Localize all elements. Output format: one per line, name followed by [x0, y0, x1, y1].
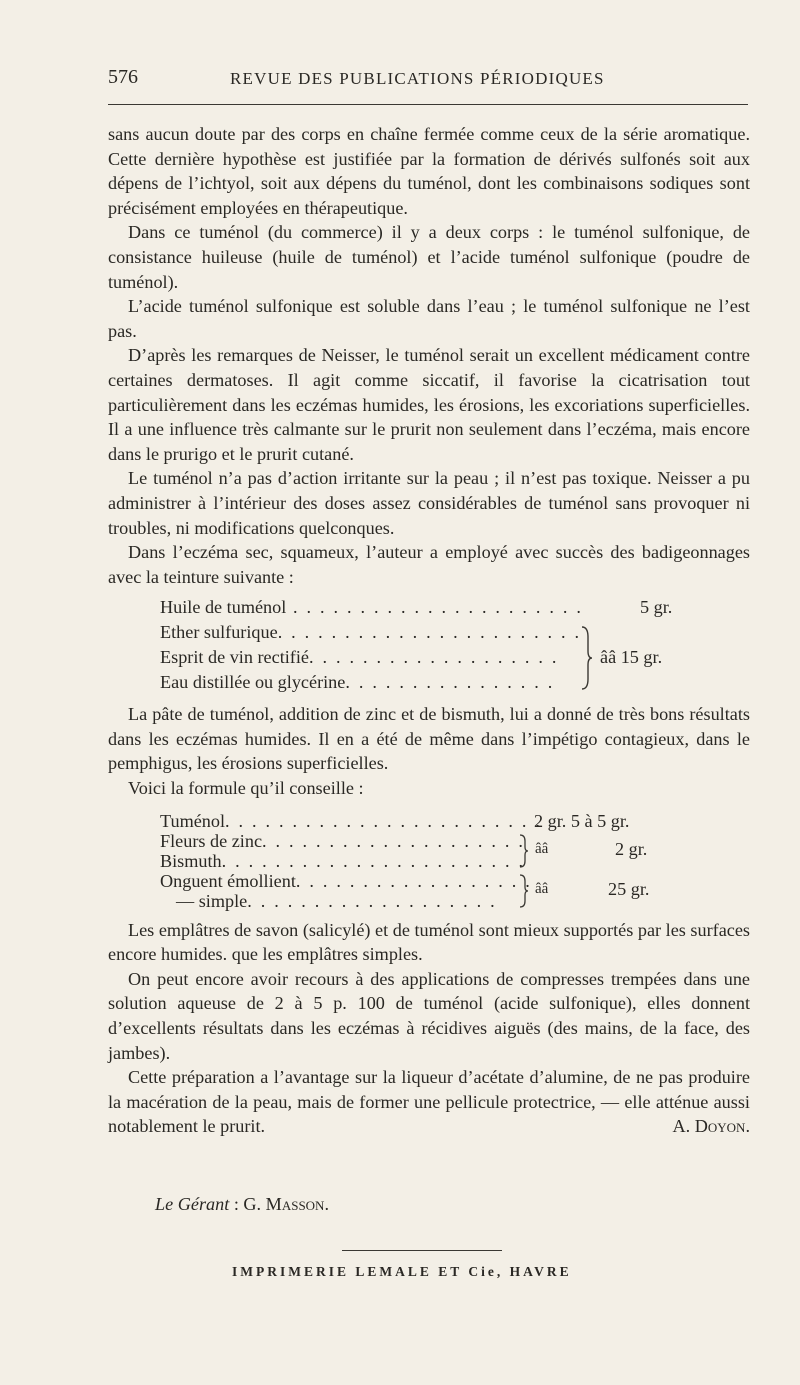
gerant-separator: :	[229, 1194, 244, 1214]
formula-line	[160, 670, 555, 695]
page-number: 576	[108, 66, 138, 88]
paragraph-11-text: Cette préparation a l’avantage sur la liqueur d’acétate d’alumine, de ne pas produire la macération de la peau, mais de former une pellicule protectrice, — elle atténue aussi notablement le prurit.	[108, 1067, 750, 1137]
page-header	[108, 66, 748, 96]
ingredient-name: Fleurs de zinc	[160, 830, 263, 851]
leader-dots: . . . . . . . . . . . . . . . . . .	[295, 870, 533, 891]
aa-label: ââ	[535, 880, 549, 897]
dose-value: 25 gr.	[608, 878, 650, 899]
ingredient-name: Esprit de vin rectifié	[160, 647, 309, 668]
leader-dots: . . . . . . . . . . . . . . . .	[345, 672, 555, 693]
formula-line	[160, 620, 581, 645]
ingredient-name: Tuménol	[160, 810, 226, 831]
paragraph-3: L’acide tuménol sulfonique est soluble dans l’eau ; le tuménol sulfonique ne l’est pas.	[108, 296, 750, 341]
header-rule	[108, 104, 748, 105]
formula-teinture	[160, 595, 680, 694]
right-brace-icon	[518, 873, 530, 909]
paragraph-1: sans aucun doute par des corps en chaîne fermée comme ceux de la série aromatique. Cette dernière hypothèse est justifiée par la formation de dérivés sulfonés soit aux dépens de l’ichtyol, soit aux dépens du tuménol, dont les combinaisons sodiques sont précisément employées en thérapeutique.	[108, 124, 750, 218]
dose-value: ââ 15 gr.	[600, 647, 663, 668]
formula-line	[176, 889, 497, 914]
paragraph-8: Voici la formule qu’il conseille :	[128, 778, 364, 799]
gerant-line	[155, 1194, 329, 1215]
paragraph-11	[108, 1065, 750, 1139]
printer-imprint: IMPRIMERIE LEMALE ET Cie, HAVRE	[232, 1264, 572, 1279]
dose-value: 2 gr.	[615, 838, 648, 859]
aa-label: ââ	[535, 840, 549, 857]
ingredient-name: Eau distillée ou glycérine	[160, 672, 346, 693]
author-signoff: A. Doyon.	[672, 1116, 750, 1137]
dose-value: 5 gr.	[640, 597, 673, 618]
right-brace-icon	[518, 833, 530, 869]
leader-dots: . . . . . . . . . . . . . . . . . . .	[308, 647, 559, 668]
ingredient-name: Ether sulfurique	[160, 622, 278, 643]
right-brace-icon	[580, 625, 594, 691]
paragraph-9: Les emplâtres de savon (salicylé) et de tuménol sont mieux supportés par les surfaces encore humides. que les emplâtres simples.	[108, 919, 750, 965]
formula-line	[160, 645, 559, 670]
paragraph-7: La pâte de tuménol, addition de zinc et de bismuth, lui a donné de très bons résultats dans les eczémas humides. Il en a été de même dans l’impétigo contagieux, dans le pemphigus, les érosions superficielles.	[108, 704, 750, 774]
article-body	[108, 122, 750, 1139]
dose-value: 2 gr. 5 à 5 gr.	[534, 810, 630, 831]
ingredient-name: Huile de tuménol	[160, 597, 287, 618]
gerant-label: Le Gérant	[155, 1194, 230, 1214]
leader-dots: . . . . . . . . . . . . . . . . . . . .	[262, 830, 526, 851]
ingredient-name: Onguent émollient	[160, 870, 296, 891]
ingredient-name: — simple	[176, 890, 248, 911]
paragraph-6: Dans l’eczéma sec, squameux, l’auteur a employé avec succès des badigeonnages avec la teinture suivante :	[108, 542, 750, 587]
leader-dots: . . . . . . . . . . . . . . . . . . . . . . . .	[225, 810, 543, 831]
leader-dots: . . . . . . . . . . . . . . . . . . . . . . .	[277, 622, 582, 643]
running-head: REVUE DES PUBLICATIONS PÉRIODIQUES	[230, 69, 605, 88]
gerant-name: G. Masson.	[243, 1194, 329, 1214]
ingredient-name: Bismuth	[160, 850, 222, 871]
formula-pate	[160, 809, 680, 912]
paragraph-10: On peut encore avoir recours à des applications de compresses trempées dans une solution aqueuse de 2 à 5 p. 100 de tuménol (acide sulfonique), elles donnent d’excellents résultats dans les eczémas à récidives aiguës (des mains, de la face, des jambes).	[108, 968, 750, 1063]
footer-rule	[342, 1250, 502, 1251]
leader-dots: . . . . . . . . . . . . . . . . . . . . . .	[286, 597, 584, 618]
leader-dots: . . . . . . . . . . . . . . . . . . . . . . .	[221, 850, 526, 871]
leader-dots: . . . . . . . . . . . . . . . . . . .	[247, 890, 497, 911]
paragraph-5: Le tuménol n’a pas d’action irritante sur la peau ; il n’est pas toxique. Neisser a pu administrer à l’intérieur des doses assez considérables de tuménol sans provoquer ni troubles, ni modifications quelconques.	[108, 468, 750, 538]
paragraph-2: Dans ce tuménol (du commerce) il y a deux corps : le tuménol sulfonique, de consistance huileuse (huile de tuménol) et l’acide tuménol sulfonique (poudre de tuménol).	[108, 222, 750, 292]
paragraph-4: D’après les remarques de Neisser, le tuménol serait un excellent médicament contre certaines dermatoses. Il agit comme siccatif, il favorise la cicatrisation tout particulièrement dans les eczémas humides, les érosions, les excoriations superficielles. Il a une influence très calmante sur le prurit non seulement dans l’eczéma, mais encore dans le prurigo et le prurit cutané.	[108, 345, 750, 464]
formula-line	[160, 595, 583, 620]
